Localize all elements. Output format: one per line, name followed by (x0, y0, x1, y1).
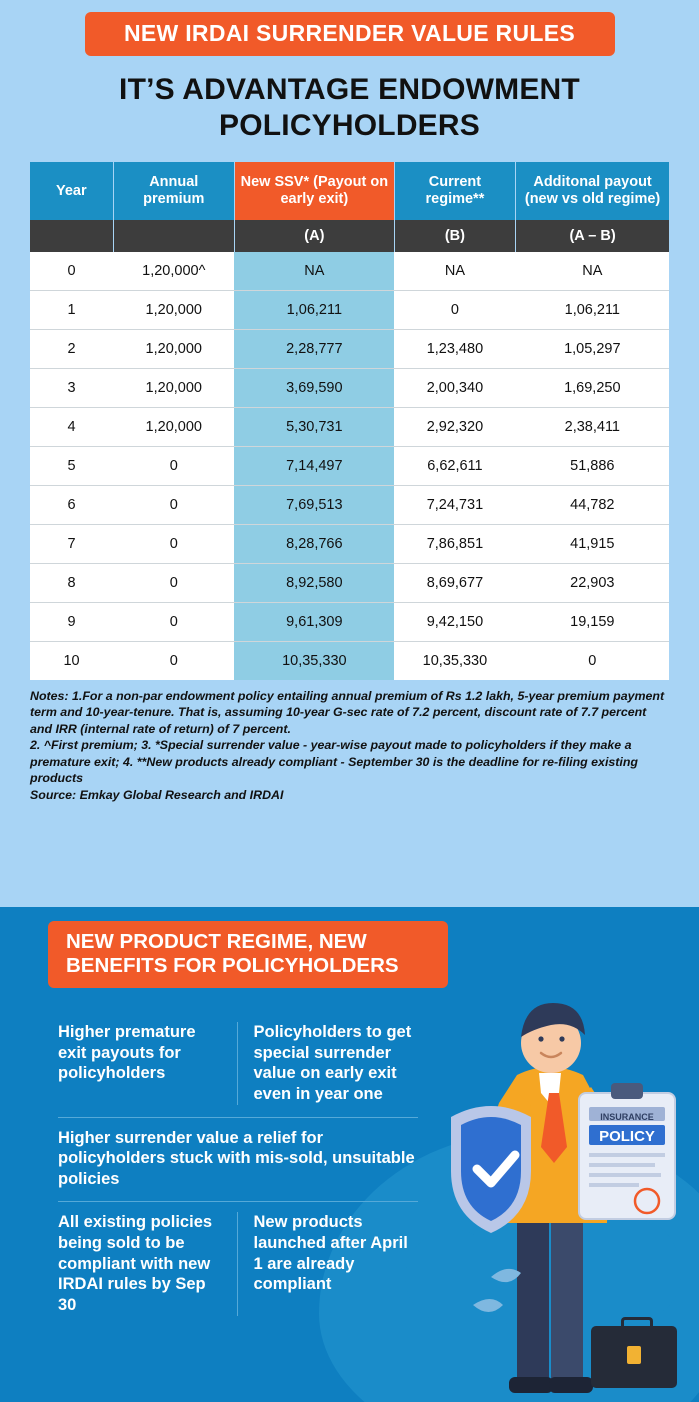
column-header-current-regime: Current regime** (394, 162, 515, 219)
column-header-new-ssv: New SSV* (Payout on early exit) (234, 162, 394, 219)
briefcase-icon (591, 1326, 677, 1388)
cell-ssv: 9,61,309 (234, 602, 394, 641)
table-row (30, 290, 669, 329)
cell-current: 1,23,480 (394, 329, 515, 368)
top-banner-text: NEW IRDAI SURRENDER VALUE RULES (123, 20, 575, 46)
table-notes (30, 688, 669, 804)
cell-premium: 1,20,000 (113, 329, 234, 368)
table-head (30, 162, 669, 251)
cell-current: 2,92,320 (394, 407, 515, 446)
bottom-banner (48, 921, 448, 988)
cell-ssv: 7,69,513 (234, 485, 394, 524)
table-body (30, 252, 669, 680)
policyholder-illustration-svg (399, 925, 699, 1395)
benefit-item-2: Policyholders to get special surrender value on early exit even in year one (237, 1022, 419, 1105)
cell-year: 4 (30, 407, 113, 446)
table-row (30, 329, 669, 368)
cell-premium: 0 (113, 602, 234, 641)
benefit-item-3: Higher surrender value a relief for policyholders stuck with mis-sold, unsuitable policies (58, 1128, 415, 1188)
surrender-value-table-wrapper (30, 162, 669, 679)
cell-current: NA (394, 252, 515, 291)
cell-year: 5 (30, 446, 113, 485)
subheader-year (30, 220, 113, 252)
top-banner (85, 12, 615, 56)
benefit-item-1: Higher premature exit payouts for policyholders (58, 1023, 196, 1083)
cell-additional: 19,159 (516, 602, 669, 641)
cell-current: 6,62,611 (394, 446, 515, 485)
column-header-year: Year (30, 162, 113, 219)
table-row (30, 407, 669, 446)
table-row (30, 252, 669, 291)
cell-current: 10,35,330 (394, 641, 515, 680)
benefits-grid (58, 1012, 418, 1328)
cell-year: 10 (30, 641, 113, 680)
table-row (30, 446, 669, 485)
cell-year: 2 (30, 329, 113, 368)
cell-year: 1 (30, 290, 113, 329)
cell-additional: 2,38,411 (516, 407, 669, 446)
cell-additional: NA (516, 252, 669, 291)
cell-year: 0 (30, 252, 113, 291)
benefits-row (58, 1202, 418, 1327)
column-header-additional-payout: Additonal payout (new vs old regime) (516, 162, 669, 219)
cell-ssv: 1,06,211 (234, 290, 394, 329)
cell-ssv: 3,69,590 (234, 368, 394, 407)
cell-premium: 1,20,000 (113, 290, 234, 329)
cell-ssv: 8,28,766 (234, 524, 394, 563)
cell-premium: 0 (113, 485, 234, 524)
table-header-row (30, 162, 669, 219)
cell-additional: 22,903 (516, 563, 669, 602)
cell-ssv: 10,35,330 (234, 641, 394, 680)
cell-current: 7,24,731 (394, 485, 515, 524)
clipboard-subtitle-text: POLICY (599, 1128, 655, 1145)
cell-current: 9,42,150 (394, 602, 515, 641)
benefits-row (58, 1012, 418, 1118)
cell-ssv: 7,14,497 (234, 446, 394, 485)
benefit-item-4: All existing policies being sold to be compliant with new IRDAI rules by Sep 30 (58, 1213, 213, 1314)
table-row (30, 602, 669, 641)
cell-additional: 41,915 (516, 524, 669, 563)
cell-ssv: 5,30,731 (234, 407, 394, 446)
subheader-annual-premium (113, 220, 234, 252)
benefits-row (58, 1118, 418, 1203)
cell-premium: 0 (113, 563, 234, 602)
cell-current: 7,86,851 (394, 524, 515, 563)
cell-year: 6 (30, 485, 113, 524)
table-subheader-row (30, 220, 669, 252)
cell-premium: 0 (113, 446, 234, 485)
cell-year: 9 (30, 602, 113, 641)
bottom-banner-text: NEW PRODUCT REGIME, NEW BENEFITS FOR POLICYHOLDERS (66, 930, 399, 978)
subheader-current-regime: (B) (394, 220, 515, 252)
cell-year: 3 (30, 368, 113, 407)
note-line-2: 2. ^First premium; 3. *Special surrender value - year-wise payout made to policyholders if they make a premature exit; 4. **New products already compliant - September 30 is the deadline for re-filing existing products (30, 738, 638, 786)
cell-additional: 0 (516, 641, 669, 680)
subheader-new-ssv: (A) (234, 220, 394, 252)
cell-additional: 44,782 (516, 485, 669, 524)
cell-additional: 1,69,250 (516, 368, 669, 407)
note-source: Source: Emkay Global Research and IRDAI (30, 787, 284, 802)
cell-ssv: NA (234, 252, 394, 291)
cell-premium: 0 (113, 641, 234, 680)
illustration (399, 925, 699, 1395)
cell-current: 0 (394, 290, 515, 329)
cell-premium: 1,20,000 (113, 368, 234, 407)
subheader-additional-payout: (A – B) (516, 220, 669, 252)
column-header-annual-premium: Annual premium (113, 162, 234, 219)
cell-additional: 51,886 (516, 446, 669, 485)
cell-current: 8,69,677 (394, 563, 515, 602)
table-row (30, 524, 669, 563)
table-row (30, 485, 669, 524)
cell-premium: 1,20,000 (113, 407, 234, 446)
cell-year: 8 (30, 563, 113, 602)
cell-ssv: 2,28,777 (234, 329, 394, 368)
cell-additional: 1,06,211 (516, 290, 669, 329)
cell-year: 7 (30, 524, 113, 563)
table-row (30, 641, 669, 680)
cell-premium: 0 (113, 524, 234, 563)
bottom-section (0, 907, 699, 1402)
clipboard-title-text: INSURANCE (600, 1112, 654, 1122)
page-title: IT’S ADVANTAGE ENDOWMENT POLICYHOLDERS (119, 73, 580, 143)
benefit-item-5: New products launched after April 1 are already compliant (237, 1212, 419, 1315)
infographic-root (0, 12, 699, 1402)
note-line-1: Notes: 1.For a non-par endowment policy entailing annual premium of Rs 1.2 lakh, 5-year premium payment term and 10-year-tenure. That is, assuming 10-year G-sec rate of 7.2 percent, discount rate of 7.7 percent and IRR (internal rate of return) of 7 percent. (30, 688, 665, 736)
table-row (30, 368, 669, 407)
surrender-value-table (30, 162, 669, 679)
cell-premium: 1,20,000^ (113, 252, 234, 291)
cell-ssv: 8,92,580 (234, 563, 394, 602)
cell-additional: 1,05,297 (516, 329, 669, 368)
cell-current: 2,00,340 (394, 368, 515, 407)
table-row (30, 563, 669, 602)
